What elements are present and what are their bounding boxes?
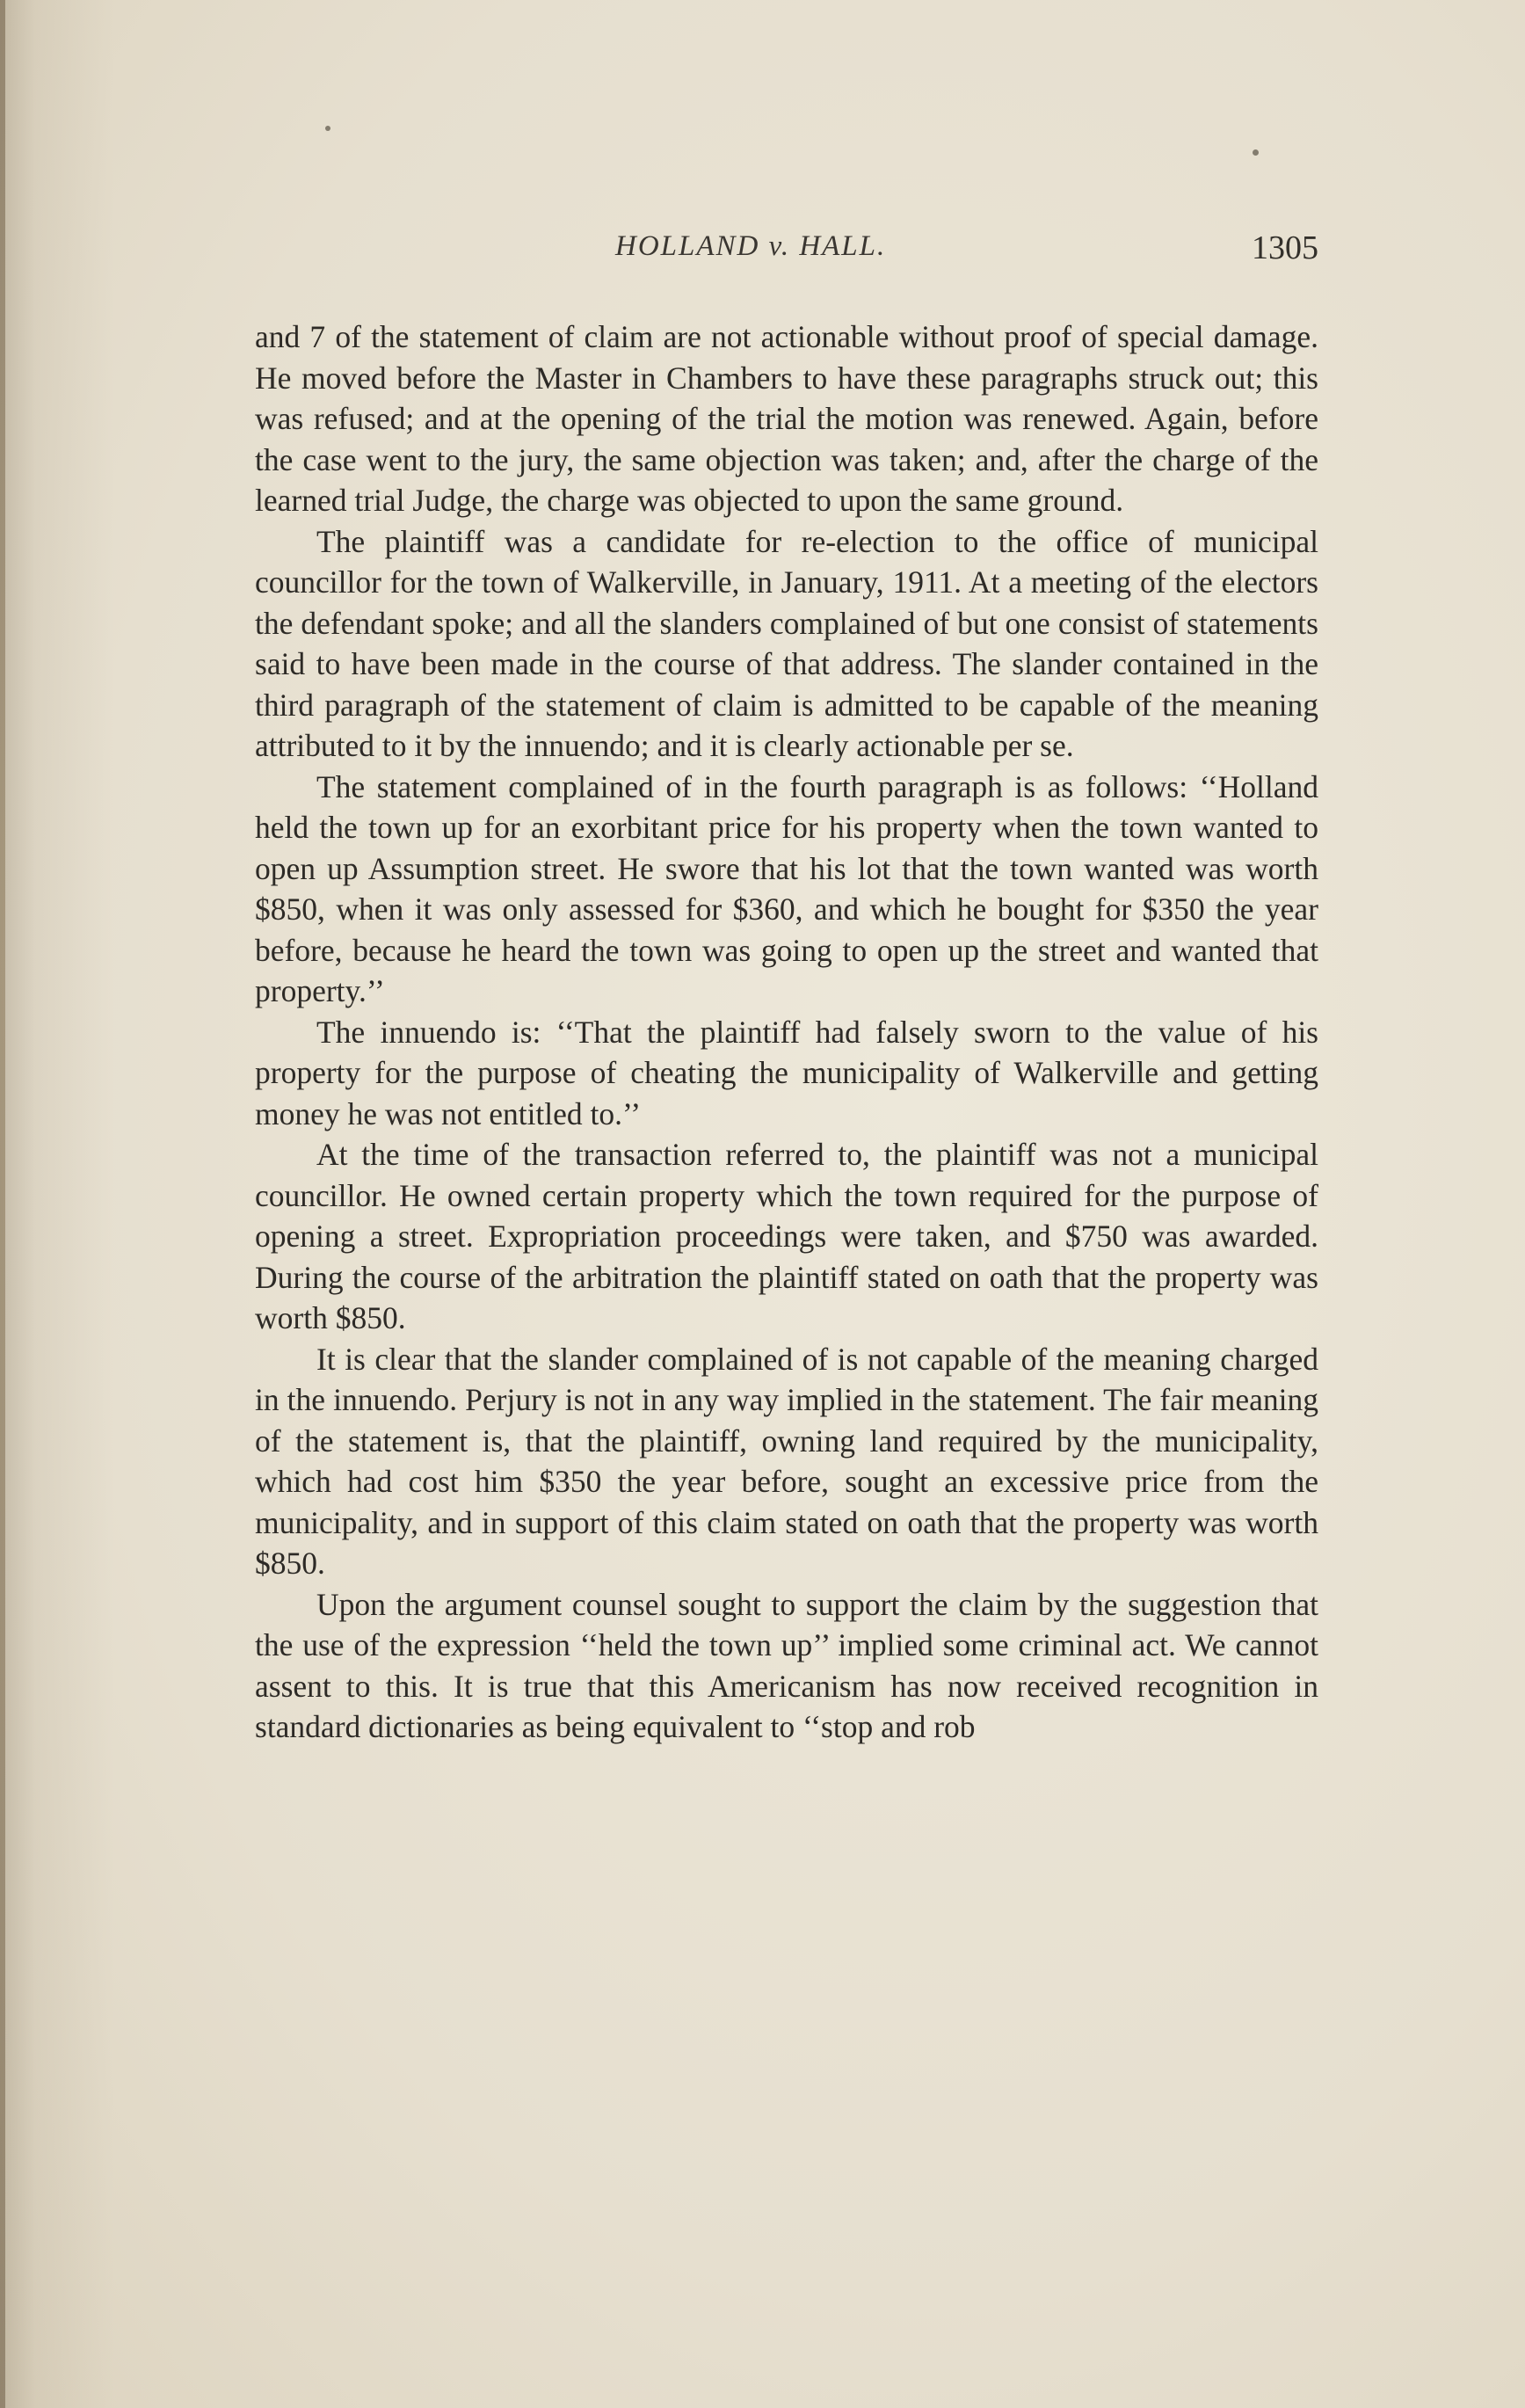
page-header [255, 230, 1318, 274]
running-title: HOLLAND v. HALL. [615, 230, 887, 262]
paragraph: At the time of the transaction referred to, the plaintiff was not a municipal councillor. He owned certain property which the town required for the purpose of opening a street. Expropriation proceedings were taken, and $750 was awarded. During the course of the arbitration the plaintiff stated on oath that the property was worth $850. [255, 1137, 1318, 1335]
body-text [255, 316, 1318, 1748]
paper-speck [1253, 149, 1259, 156]
paragraph: The innuendo is: ‘‘That the plaintiff had falsely sworn to the value of his property for the purpose of cheating the municipality of Walkerville and getting money he was not entitled to.’’ [255, 1014, 1318, 1131]
paragraph-continued: and 7 of the statement of claim are not actionable without proof of special damage. He moved before the Master in Chambers to have these paragraphs struck out; this was refused; and at the opening of the trial the motion was renewed. Again, before the case went to the jury, the same objection was taken; and, after the charge of the learned trial Judge, the charge was objected to upon the same ground. [255, 319, 1318, 518]
paragraph: The statement complained of in the fourth paragraph is as follows: ‘‘Holland held the town up for an exorbitant price for his property when the town wanted to open up Assumption street. He swore that his lot that the town wanted was worth $850, when it was only assessed for $360, and which he bought for $350 the year before, because he heard the town was going to open up the street and wanted that property.’’ [255, 768, 1318, 1008]
paragraph: Upon the argument counsel sought to support the claim by the suggestion that the use of the expression ‘‘held the town up’’ implied some criminal act. We cannot assent to this. It is true that this Americanism has now received recognition in standard dictionaries as being equivalent to ‘‘stop and rob [255, 1586, 1318, 1744]
paper-speck [325, 126, 330, 131]
paragraph: It is clear that the slander complained of is not capable of the meaning charged in the innuendo. Perjury is not in any way implied in the statement. The fair meaning of the statement is, that the plaintiff, owning land required by the municipality, which had cost him $350 the year before, sought an excessive price from the municipality, and in support of this claim stated on oath that the property was worth $850. [255, 1341, 1318, 1581]
book-spine-edge [0, 0, 5, 2408]
paragraph: The plaintiff was a candidate for re-election to the office of municipal councillor for the town of Walkerville, in January, 1911. At a meeting of the electors the defendant spoke; and all the slanders complained of but one consist of statements said to have been made in the course of that address. The slander contained in the third paragraph of the statement of claim is admitted to be capable of the meaning attributed to it by the innuendo; and it is clearly actionable per se. [255, 523, 1318, 763]
page-number: 1305 [1252, 229, 1318, 266]
